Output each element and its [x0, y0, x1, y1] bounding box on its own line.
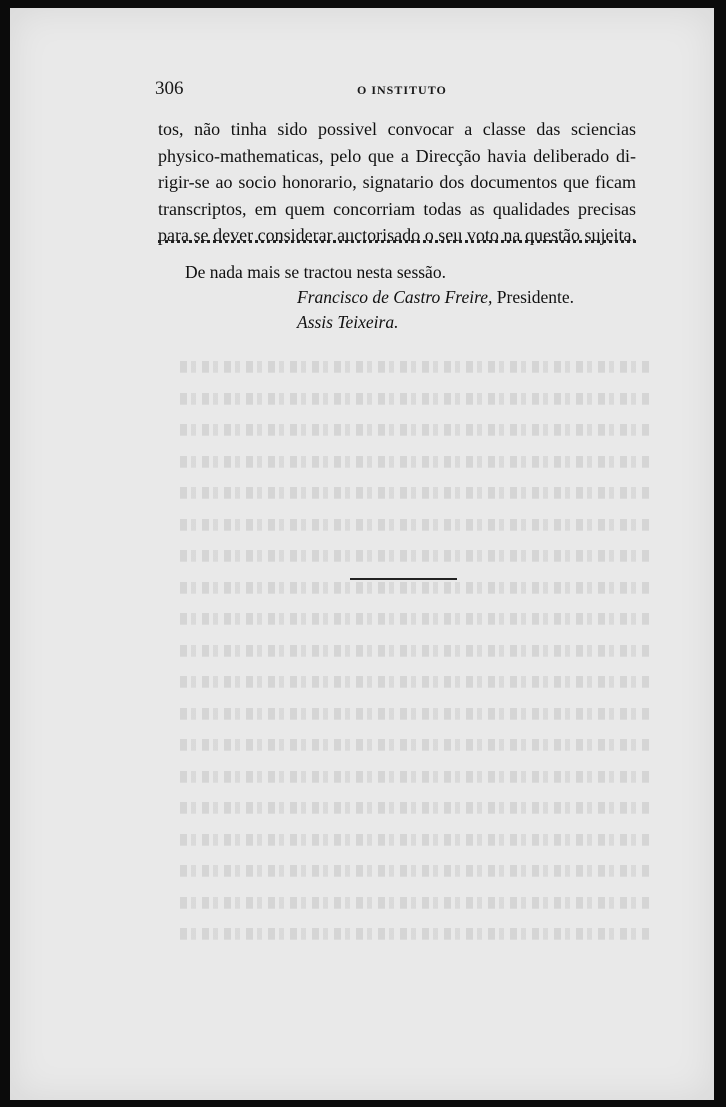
text-line: tos, não tinha sido possivel convocar a classe das sciencias [158, 119, 636, 139]
text-line: physico-mathematicas, pelo que a Direcção havia deliberado di- [158, 145, 636, 166]
text-line: para se dever considerar auctorisado o seu voto na questão sujeita. [158, 225, 636, 246]
show-through-text [180, 348, 650, 958]
section-rule [350, 578, 457, 580]
dotted-separator [158, 240, 636, 247]
closing-statement: De nada mais se tractou nesta sessão. [185, 262, 446, 282]
page-number: 306 [155, 78, 184, 99]
signature-name: Francisco de Castro Freire, [297, 287, 493, 307]
text-line: transcriptos, em quem concorriam todas as qualidades precisas [158, 198, 636, 219]
text-line: rigir-se ao socio honorario, signatario dos documentos que ficam [158, 172, 636, 193]
body-paragraph [158, 116, 636, 249]
signature-role: Presidente. [492, 287, 575, 307]
running-title: O INSTITUTO [357, 83, 447, 97]
page-header [155, 78, 625, 102]
signature-secretary [297, 312, 398, 333]
signature-president [297, 287, 574, 308]
signature-name: Assis Teixeira. [297, 312, 399, 332]
